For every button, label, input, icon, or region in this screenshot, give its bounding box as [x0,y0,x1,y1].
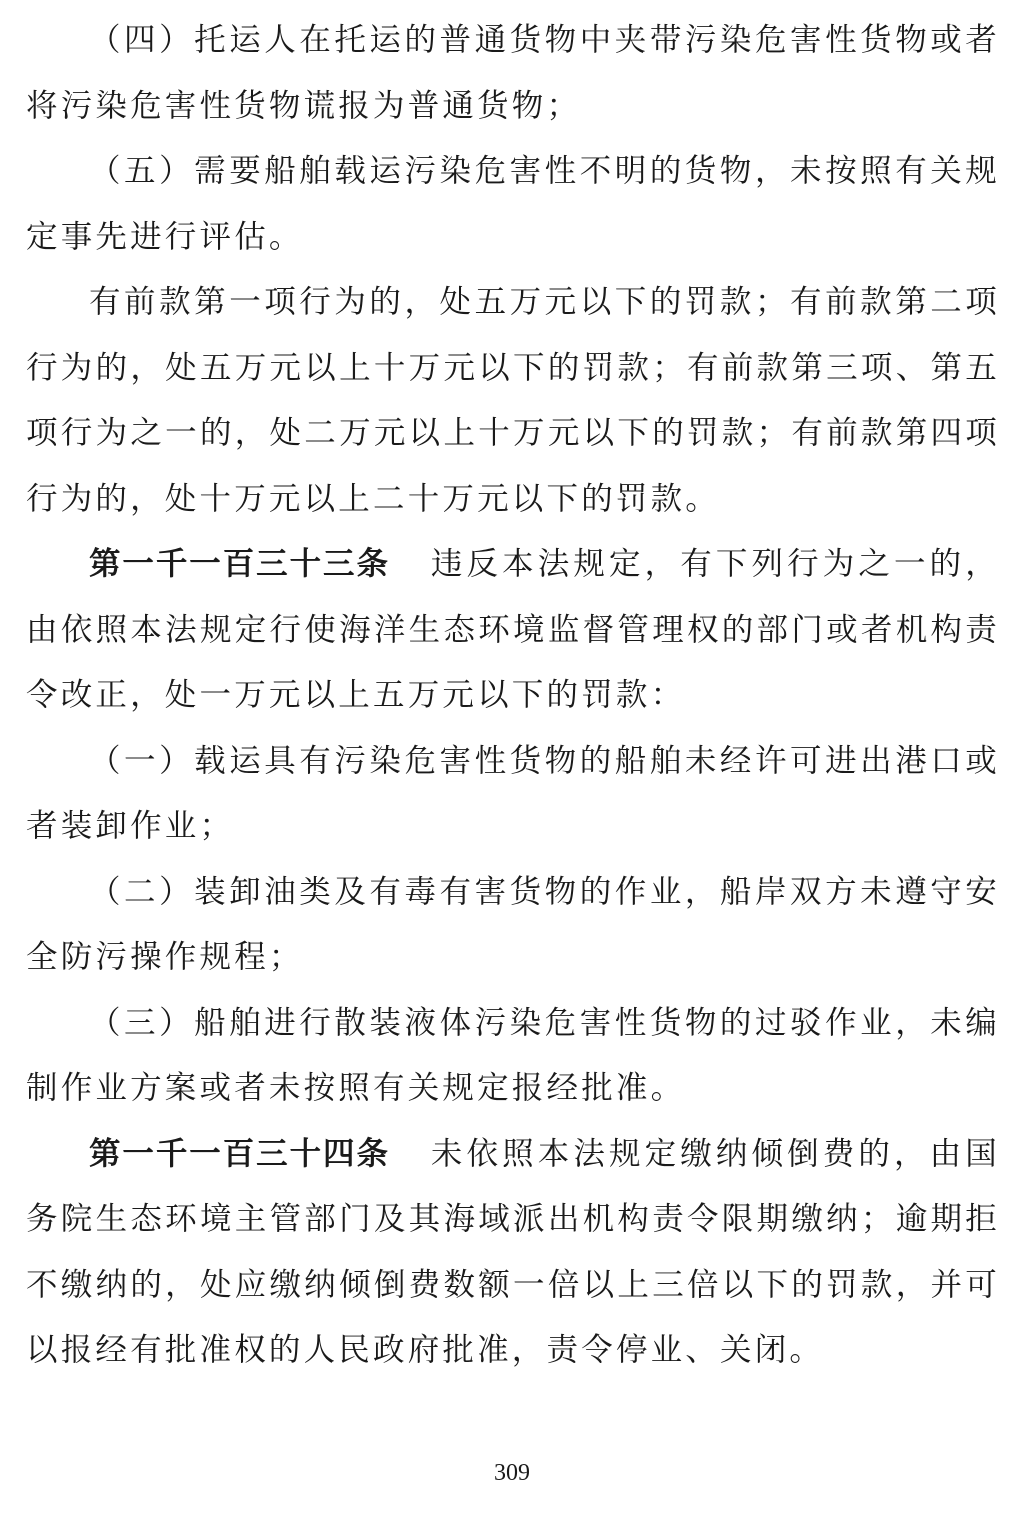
paragraph-item-4 [26,8,1000,139]
article-1134 [26,1122,1000,1384]
paragraph-text: （一）载运具有污染危害性货物的船舶未经许可进出港口或者装卸作业； [26,742,1000,844]
paragraph-text: （三）船舶进行散装液体污染危害性货物的过驳作业，未编制作业方案或者未按照有关规定报经批准。 [26,1004,1000,1106]
article-1133 [26,532,1000,729]
paragraph-penalties [26,270,1000,532]
article-heading: 第一千一百三十三条 [89,546,390,582]
paragraph-text: 未依照本法规定缴纳倾倒费的，由国务院生态环境主管部门及其海域派出机构责令限期缴纳；逾期拒不缴纳的，处应缴纳倾倒费数额一倍以上三倍以下的罚款，并可以报经有批准权的人民政府批准，责令停业、关闭。 [26,1135,1000,1368]
paragraph-text: （四）托运人在托运的普通货物中夹带污染危害性货物或者将污染危害性货物谎报为普通货物； [26,22,1000,124]
paragraph-item-2 [26,860,1000,991]
paragraph-item-3 [26,991,1000,1122]
paragraph-text: 违反本法规定，有下列行为之一的，由依照本法规定行使海洋生态环境监督管理权的部门或者机构责令改正，处一万元以上五万元以下的罚款： [26,546,1000,713]
body-text [26,8,1000,1384]
paragraph-item-5 [26,139,1000,270]
paragraph-text: （二）装卸油类及有毒有害货物的作业，船岸双方未遵守安全防污操作规程； [26,873,1000,975]
page-number: 309 [494,1460,530,1486]
article-heading: 第一千一百三十四条 [89,1135,390,1172]
paragraph-item-1 [26,729,1000,860]
paragraph-text: 有前款第一项行为的，处五万元以下的罚款；有前款第二项行为的，处五万元以上十万元以下的罚款；有前款第三项、第五项行为之一的，处二万元以上十万元以下的罚款；有前款第四项行为的，处十万元以上二十万元以下的罚款。 [26,284,1000,517]
paragraph-text: （五）需要船舶载运污染危害性不明的货物，未按照有关规定事先进行评估。 [26,153,1000,255]
